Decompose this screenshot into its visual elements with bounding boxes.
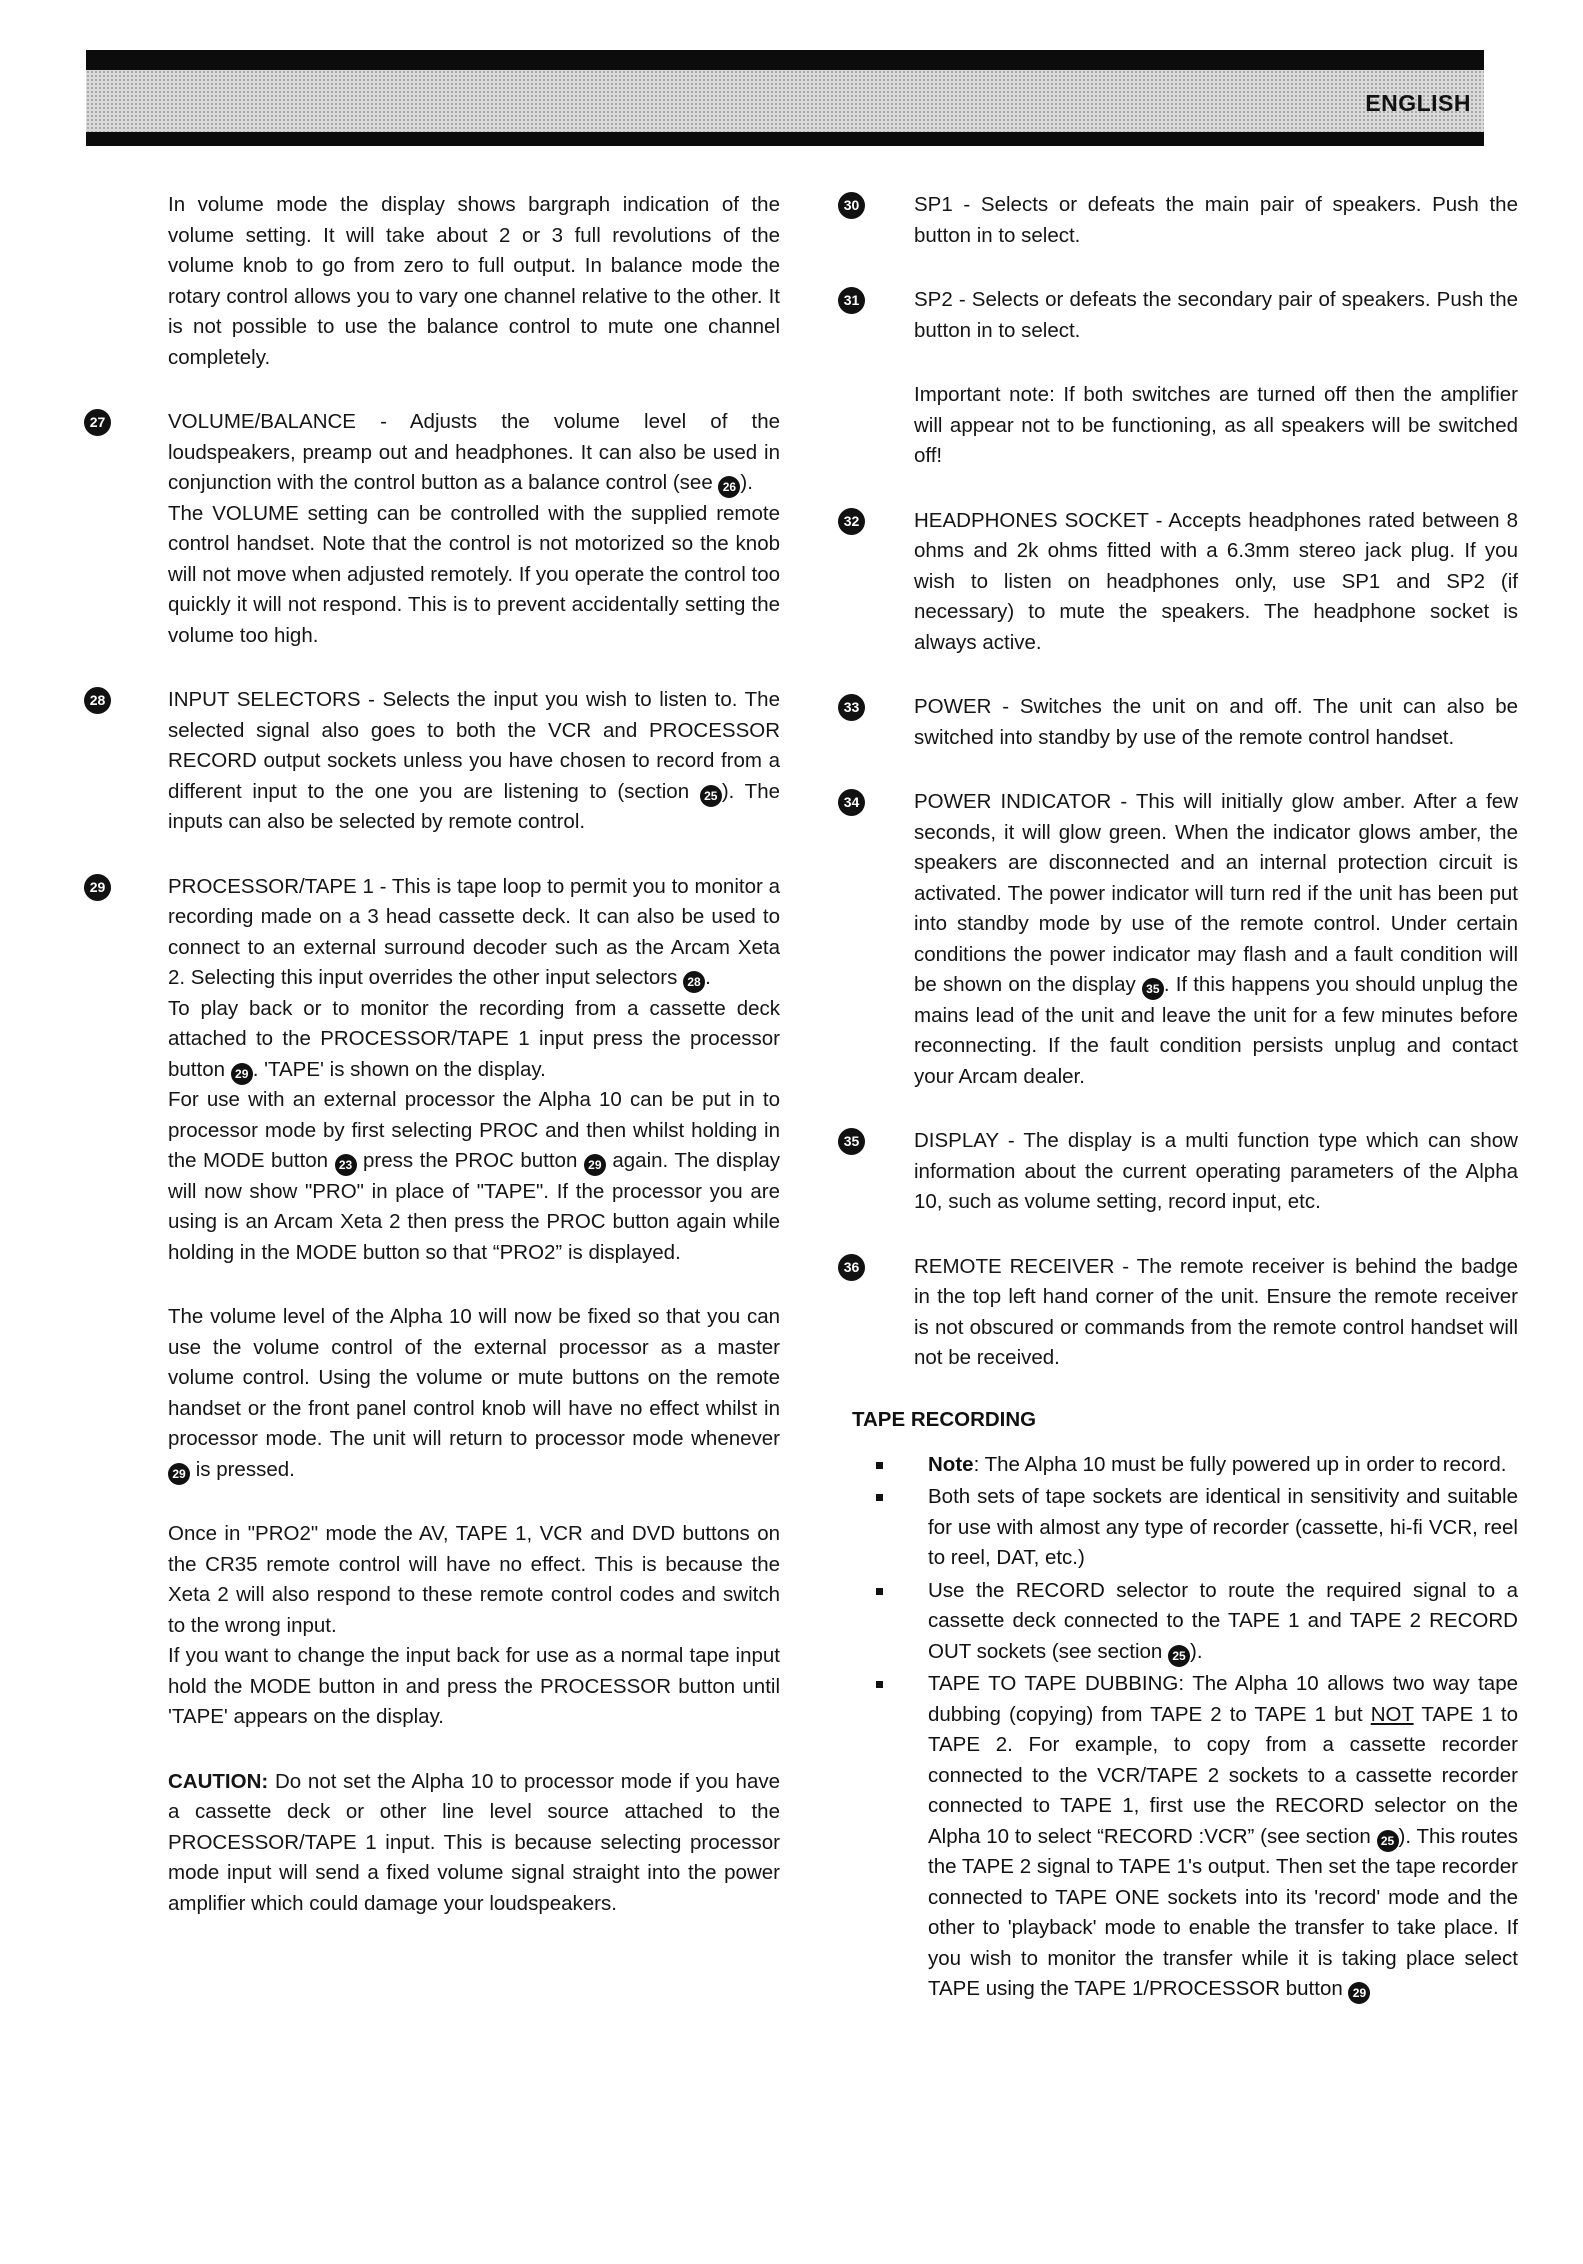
header-rule-bottom — [86, 132, 1484, 146]
ref-26-icon: 26 — [718, 476, 740, 498]
list-item — [928, 1669, 1518, 2005]
header-band — [86, 70, 1484, 132]
record-selector-b: ). — [1190, 1639, 1203, 1663]
caution-body: Do not set the Alpha 10 to processor mode if you have a cassette deck or other line level source attached to the PROCESSOR/TAPE 1 input. This is because selecting processor mode input will send a fixed volume signal straight into the power amplifier which could damage your loudspeakers. — [168, 1769, 780, 1915]
item-28-text — [90, 685, 780, 838]
left-column — [90, 190, 780, 1919]
item-28-text-a: INPUT SELECTORS - Selects the input you wish to listen to. The selected signal also goes to both the VCR and PROCESSOR RECORD output sockets unless you have chosen to record from a different input to the one you are listening to (section — [168, 688, 780, 803]
dubbing-b: TAPE 1 to TAPE 2. For example, to copy from a cassette recorder connected to the VCR/TAPE 2 sockets to a cassette recorder connected to TAPE 1, first use the RECORD selector on the Alpha 10 to select “RECORD :VCR” (see section — [928, 1702, 1518, 1848]
item-29-processor-c: again. The display will now show "PRO" in place of "TAPE". If the processor you are using is an Arcam Xeta 2 then press the PROC button again while holding in the MODE button so that “PRO2” is displayed. — [168, 1149, 780, 1264]
language-label: ENGLISH — [1365, 90, 1471, 116]
item-number-31-icon: 31 — [838, 287, 865, 314]
item-27-text — [90, 407, 780, 499]
volume-intro-text: In volume mode the display shows bargraph indication of the volume setting. It will take about 2 or 3 full revolutions of the volume knob to go from zero to full output. In balance mode the rotary control allows you to vary one channel relative to the other. It is not possible to use the balance control to mute one channel completely. — [168, 193, 780, 369]
item-number-33-icon: 33 — [838, 694, 865, 721]
list-item — [928, 1576, 1518, 1668]
item-27-text-a: VOLUME/BALANCE - Adjusts the volume level of the loudspeakers, preamp out and headphones. It can also be used in conjunction with the control button as a balance control (see — [168, 410, 780, 494]
item-29-playback-b: . 'TAPE' is shown on the display. — [252, 1057, 546, 1081]
volume-fixed-b: is pressed. — [190, 1457, 295, 1481]
item-32 — [838, 506, 1518, 659]
item-29-processor-a: For use with an external processor the Alpha 10 can be put in to processor mode by first selecting PROC and then whilst holding in the MODE button — [168, 1088, 780, 1172]
item-33-text: POWER - Switches the unit on and off. The unit can also be switched into standby by use of the remote control handset. — [914, 695, 1518, 749]
important-note-text: Important note: If both switches are turned off then the amplifier will appear not to be functioning, as all speakers will be switched off! — [914, 383, 1518, 467]
item-29 — [90, 872, 780, 1269]
item-number-27-icon: 27 — [84, 409, 111, 436]
item-number-29-icon: 29 — [84, 874, 111, 901]
ref-25-icon: 25 — [1377, 1830, 1399, 1852]
item-31-text: SP2 - Selects or defeats the secondary pair of speakers. Push the button in to select. — [914, 288, 1518, 342]
item-34 — [838, 787, 1518, 1092]
dubbing-not: NOT — [1370, 1702, 1414, 1726]
ref-35-icon: 35 — [1142, 978, 1164, 1000]
volume-fixed-text — [90, 1302, 780, 1485]
item-32-text: HEADPHONES SOCKET - Accepts headphones rated between 8 ohms and 2k ohms fitted with a 6.3mm stereo jack plug. If you wish to listen on headphones only, use SP1 and SP2 (if necessary) to mute the speakers. The headphone socket is always active. — [914, 508, 1518, 654]
item-33 — [838, 692, 1518, 753]
list-item — [928, 1450, 1518, 1481]
ref-28-icon: 28 — [683, 971, 705, 993]
ref-25-icon: 25 — [700, 785, 722, 807]
ref-29-icon: 29 — [168, 1463, 190, 1485]
item-34-text — [838, 787, 1518, 1092]
item-30-text: SP1 - Selects or defeats the main pair of speakers. Push the button in to select. — [914, 193, 1518, 247]
dubbing-a: TAPE TO TAPE DUBBING: The Alpha 10 allows two way tape dubbing (copying) from TAPE 2 to TAPE 1 but — [928, 1672, 1518, 1726]
note-body: : The Alpha 10 must be fully powered up in order to record. — [973, 1452, 1507, 1476]
ref-29-icon: 29 — [231, 1063, 253, 1085]
dubbing-c: ). This routes the TAPE 2 signal to TAPE 1's output. Then set the tape recorder connected to TAPE ONE sockets into its 'record' mode and the other to 'playback' mode to enable the transfer to take place. If you wish to monitor the transfer while it is taking place select TAPE using the TAPE 1/PROCESSOR button — [928, 1824, 1518, 2000]
record-selector-a: Use the RECORD selector to route the required signal to a cassette deck connected to the TAPE 1 and TAPE 2 RECORD OUT sockets (see section — [928, 1578, 1518, 1663]
tape-recording-list — [838, 1450, 1518, 2005]
item-number-30-icon: 30 — [838, 192, 865, 219]
item-number-36-icon: 36 — [838, 1254, 865, 1281]
item-35 — [838, 1126, 1518, 1218]
ref-23-icon: 23 — [335, 1154, 357, 1176]
item-29-playback-text — [90, 994, 780, 1086]
caution-paragraph — [90, 1767, 780, 1920]
item-29-playback-a: To play back or to monitor the recording from a cassette deck attached to the PROCESSOR/TAPE 1 input press the processor button — [168, 996, 780, 1081]
right-column — [838, 190, 1518, 2007]
item-27-remote-text: The VOLUME setting can be controlled with the supplied remote control handset. Note that the control is not motorized so the knob will not move when adjusted remotely. If you operate the control too quickly it will not respond. This is to prevent accidentally setting the volume too high. — [168, 501, 780, 647]
item-29-text-a: PROCESSOR/TAPE 1 - This is tape loop to permit you to monitor a recording made on a 3 head cassette deck. It can also be used to connect to an external surround decoder such as the Arcam Xeta 2. Selecting this input overrides the other input selectors — [168, 874, 780, 989]
item-number-34-icon: 34 — [838, 789, 865, 816]
pro2-paragraph — [90, 1519, 780, 1733]
item-29-text-b: . — [705, 966, 711, 989]
item-29-processor-text — [90, 1085, 780, 1268]
item-28 — [90, 685, 780, 838]
item-35-text: DISPLAY - The display is a multi function type which can show information about the current operating parameters of the Alpha 10, such as volume setting, record input, etc. — [914, 1129, 1518, 1213]
caution-label: CAUTION: — [168, 1769, 269, 1793]
volume-intro — [90, 190, 780, 373]
item-36 — [838, 1252, 1518, 1374]
pro2-text: Once in "PRO2" mode the AV, TAPE 1, VCR and DVD buttons on the CR35 remote control will have no effect. This is because the Xeta 2 will also respond to these remote control codes and switch to the wrong input. — [168, 1522, 780, 1637]
item-28-text-b: ). The inputs can also be selected by remote control. — [168, 779, 780, 833]
header-rule-top — [86, 50, 1484, 70]
ref-29-icon: 29 — [584, 1154, 606, 1176]
change-input-text: If you want to change the input back for use as a normal tape input hold the MODE button in and press the PROCESSOR button until 'TAPE' appears on the display. — [168, 1644, 780, 1728]
list-item: Both sets of tape sockets are identical in sensitivity and suitable for use with almost any type of recorder (cassette, hi-fi VCR, reel to reel, DAT, etc.) — [928, 1482, 1518, 1574]
item-34-text-b: . If this happens you should unplug the mains lead of the unit and leave the unit for a few minutes before reconnecting. If the fault condition persists unplug and contact your Arcam dealer. — [914, 973, 1518, 1088]
item-34-text-a: POWER INDICATOR - This will initially glow amber. After a few seconds, it will glow green. When the indicator glows amber, the speakers are disconnected and an internal protection circuit is activated. The power indicator will turn red if the unit has been put into standby mode by use of the remote control. Under certain conditions the power indicator may flash and a fault condition will be shown on the display — [914, 790, 1518, 996]
item-29-text — [90, 872, 780, 994]
volume-fixed-paragraph — [90, 1302, 780, 1485]
item-number-32-icon: 32 — [838, 508, 865, 535]
item-29-processor-b: press the PROC button — [356, 1149, 584, 1172]
item-27-text-b: ). — [740, 471, 753, 494]
caution-text — [90, 1767, 780, 1920]
volume-fixed-a: The volume level of the Alpha 10 will now be fixed so that you can use the volume control of the external processor as a master volume control. Using the volume or mute buttons on the remote handset or the front panel control knob will have no effect whilst in processor mode. The unit will return to processor mode whenever — [168, 1305, 780, 1450]
item-number-28-icon: 28 — [84, 687, 111, 714]
ref-29-icon: 29 — [1348, 1982, 1370, 2004]
item-36-text: REMOTE RECEIVER - The remote receiver is behind the badge in the top left hand corner of the unit. Ensure the remote receiver is not obscured or commands from the remote control handset will not be received. — [914, 1254, 1518, 1369]
tape-recording-heading: TAPE RECORDING — [852, 1407, 1037, 1431]
important-note — [838, 380, 1518, 472]
note-label: Note — [928, 1452, 974, 1476]
item-number-35-icon: 35 — [838, 1128, 865, 1155]
ref-25-icon: 25 — [1168, 1645, 1190, 1667]
item-27 — [90, 407, 780, 651]
item-30 — [838, 190, 1518, 251]
item-31 — [838, 285, 1518, 346]
